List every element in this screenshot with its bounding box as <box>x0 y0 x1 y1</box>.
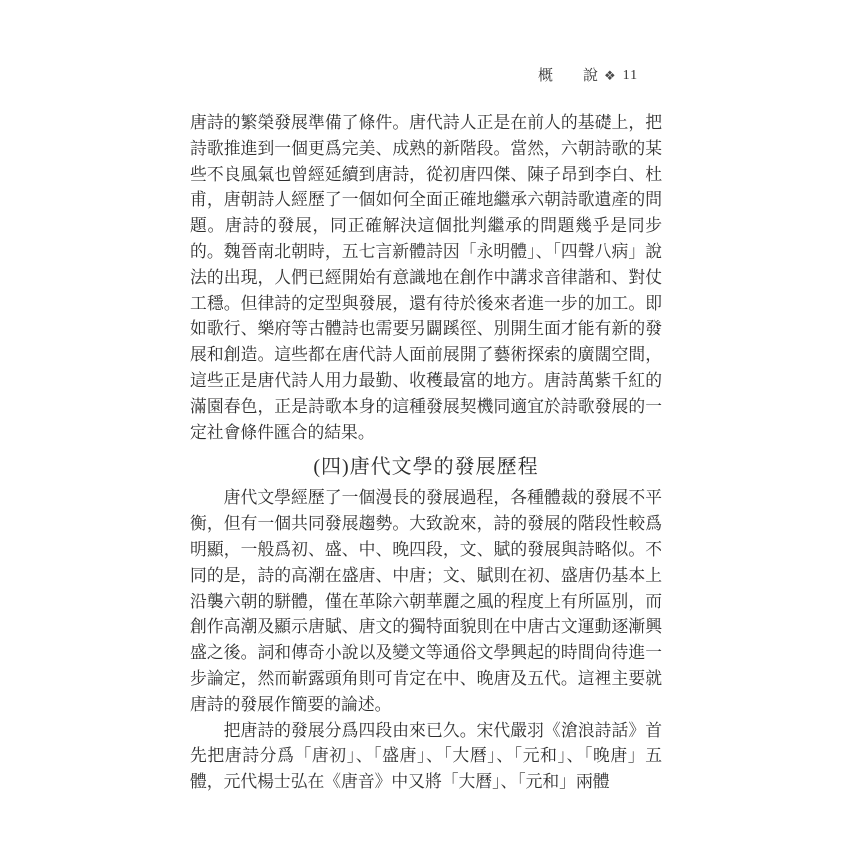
running-header <box>538 66 638 86</box>
paragraph-continuation: 唐詩的繁榮發展準備了條件。唐代詩人正是在前人的基礎上，把詩歌推進到一個更爲完美、成熟的新階段。當然，六朝詩歌的某些不良風氣也曾經延續到唐詩，從初唐四傑、陳子昂到李白、杜甫，唐朝詩人經歷了一個如何全面正確地繼承六朝詩歌遺產的問題。唐詩的發展，同正確解決這個批判繼承的問題幾乎是同步的。魏晉南北朝時，五七言新體詩因「永明體」、「四聲八病」說法的出現，人們已經開始有意識地在創作中講求音律諧和、對仗工穩。但律詩的定型與發展，還有待於後來者進一步的加工。即如歌行、樂府等古體詩也需要另闢蹊徑、別開生面才能有新的發展和創造。這些都在唐代詩人面前展開了藝術探索的廣闊空間，這些正是唐代詩人用力最勤、收穫最富的地方。唐詩萬紫千紅的滿園春色，正是詩歌本身的這種發展契機同適宜於詩歌發展的一定社會條件匯合的結果。 <box>190 113 662 442</box>
paragraph: 把唐詩的發展分爲四段由來已久。宋代嚴羽《滄浪詩話》首先把唐詩分爲「唐初」、「盛唐」、「大曆」、「元和」、「晚唐」五體，元代楊士弘在《唐音》中又將「大曆」、「元和」兩體 <box>190 720 662 792</box>
fleuron-ornament-icon: ❖ <box>604 68 616 83</box>
page-number: 11 <box>622 68 639 83</box>
paragraph: 唐代文學經歷了一個漫長的發展過程，各種體裁的發展不平衡，但有一個共同發展趨勢。大致說來，詩的發展的階段性較爲明顯，一般爲初、盛、中、晚四段，文、賦的發展與詩略似。不同的是，詩的高潮在盛唐、中唐；文、賦則在初、盛唐仍基本上沿襲六朝的駢體，僅在革除六朝華麗之風的程度上有所區別，而創作高潮及顯示唐賦、唐文的獨特面貌則在中唐古文運動逐漸興盛之後。詞和傳奇小說以及變文等通俗文學興起的時間尙待進一步論定，然而嶄露頭角則可肯定在中、晚唐及五代。這裡主要就唐詩的發展作簡要的論述。 <box>190 488 662 714</box>
running-header-chapter-title: 概 說 <box>538 68 599 84</box>
body-text-block <box>190 110 662 795</box>
section-heading: (四)唐代文學的發展歷程 <box>313 456 539 479</box>
